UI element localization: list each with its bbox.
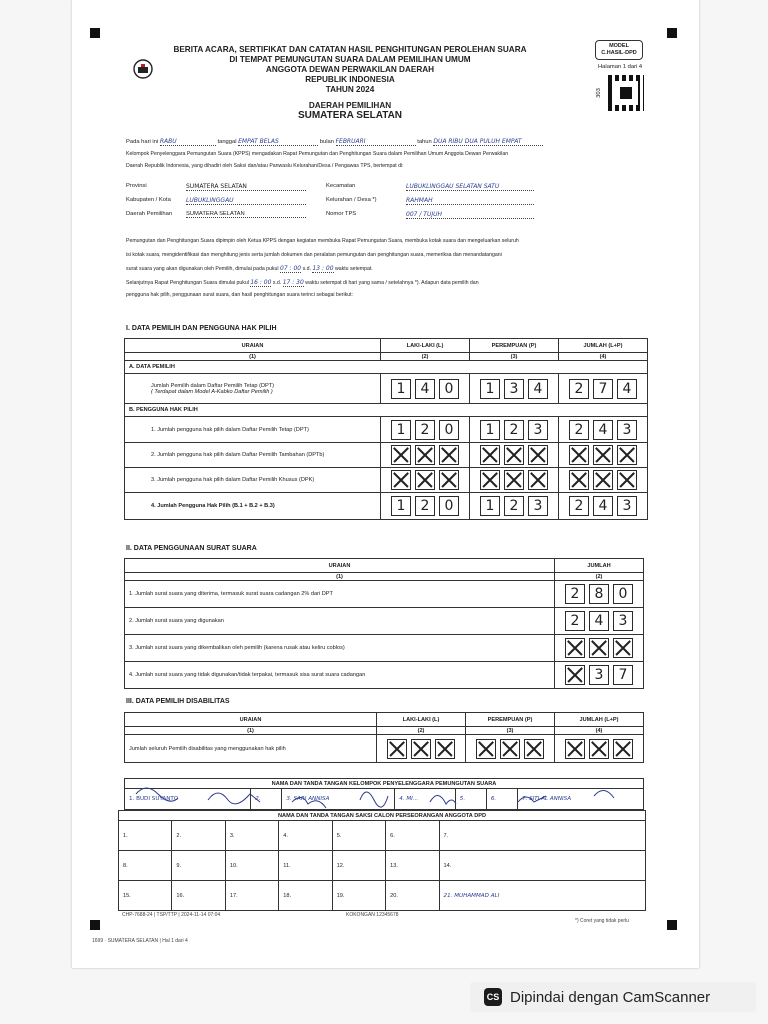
corner-mark [667, 920, 677, 930]
row-dpt: Jumlah Pemilih dalam Daftar Pemilih Tetap (DPT) ( Terdapat dalam Model A-Kabko Daftar Pemilih ) [125, 374, 381, 404]
section-1-table: URAIAN LAKI-LAKI (L) PEREMPUAN (P) JUMLAH (L+P) (1) (2) (3) (4) A. DATA PEMILIH Jumlah Pemilih dalam Daftar Pemilih Tetap (DPT) ( Terdapat dalam Model A-Kabko Daftar Pemilih ) 1 4 0 1 3 4 2 7 4 B. PENGGUNA HAK PILIH 1. Jumlah pengguna hak pilih dalam Daftar Pemilih Tetap (DPT) 1 2 0 1 2 3 2 4 3 2. Jumlah pengguna hak pilih dalam Daftar Pemilih Tambahan (DPTb) 3. Jumlah pengguna hak pilih dalam Daftar Pemilih Khusus (DPK) 4. Jumlah Pengguna Hak Pilih (B.1 + B.2 + B.3) 1 2 0 1 2 3 2 4 3 [124, 338, 648, 520]
footer-mid-code: KOKONGAN 12345678 [346, 912, 399, 918]
col-laki: LAKI-LAKI (L) [381, 339, 470, 353]
kecamatan-value: LUBUKLINGGAU SELATAN SATU [406, 183, 534, 191]
footer-left-code: CHP-7688-24 | TSP/TTP | 2024-11-14 07:04 [122, 912, 221, 918]
camscanner-logo-icon: CS [484, 988, 502, 1006]
row-ss-4: 4. Jumlah surat suara yang tidak digunakan/tidak terpakai, termasuk sisa surat suara cadangan [125, 662, 555, 689]
intro-date-line: Pada hari ini RABU tanggal EMPAT BELAS bulan FEBRUARI tahun DUA RIBU DUA PULUH EMPAT [126, 138, 543, 146]
qr-code-icon [608, 75, 644, 111]
kpps-signature-table: NAMA DAN TANDA TANGAN KELOMPOK PENYELENGGARA PEMUNGUTAN SUARA 1. BUDI SUYANTO 2. 3. SARI ANNISA 4. MI... 5. 6. 7. SITI AL ANNISA [124, 778, 644, 810]
col-perempuan: PEREMPUAN (P) [470, 339, 559, 353]
section-3-title: III. DATA PEMILIH DISABILITAS [126, 698, 230, 705]
document-title: BERITA ACARA, SERTIFIKAT DAN CATATAN HASIL PENGHITUNGAN PEROLEHAN SUARA DI TEMPAT PEMUNGUTAN SUARA DALAM PEMILIHAN UMUM ANGGOTA DEWAN PERWAKILAN DAERAH REPUBLIK INDONESIA TAHUN 2024 DAERAH PEMILIHAN SUMATERA SELATAN [173, 45, 527, 121]
intro-line-2: Kelompok Penyelenggara Pemungutan Suara (KPPS) mengadakan Rapat Pemungutan dan Penghitungan Suara dalam Pemilihan Umum Anggota Dewan Perwakilan [126, 151, 509, 157]
row-b1: 1. Jumlah pengguna hak pilih dalam Daftar Pemilih Tetap (DPT) [125, 417, 381, 443]
col-jumlah: JUMLAH (L+P) [559, 339, 648, 353]
row-ss-2: 2. Jumlah surat suara yang digunakan [125, 608, 555, 635]
row-b4: 4. Jumlah Pengguna Hak Pilih (B.1 + B.2 + B.3) [125, 493, 381, 520]
kecamatan-label: Kecamatan [326, 183, 356, 189]
kelurahan-value: RAHMAH [406, 197, 534, 205]
section-3-table: URAIAN LAKI-LAKI (L) PEREMPUAN (P) JUMLAH (L+P) (1) (2) (3) (4) Jumlah seluruh Pemilih disabilitas yang menggunakan hak pilih [124, 712, 644, 763]
paragraph-line-4: Selanjutnya Rapat Penghitungan Suara dimulai pukul 16 : 00 s.d. 17 : 30 waktu setempat di hari yang sama / setelahnya *). Adapun data pemilih dan [126, 279, 479, 286]
footer-bottom: 1699 · SUMATERA SELATAN | Hal 1 dari 4 [92, 938, 188, 944]
row-ss-1: 1. Jumlah surat suara yang diterima, termasuk surat suara cadangan 2% dari DPT [125, 581, 555, 608]
col-uraian: URAIAN [125, 339, 381, 353]
paragraph-line-2: isi kotak suara, mengidentifikasi dan menghitung jenis serta jumlah dokumen dan peralatan pemungutan dan penghitungan suara, memeriksa dan menandatangani [126, 252, 502, 258]
camscanner-badge [470, 982, 756, 1012]
section-2-title: II. DATA PENGGUNAAN SURAT SUARA [126, 545, 257, 552]
model-code-box: MODEL C.HASIL-DPD [595, 40, 643, 60]
corner-mark [667, 28, 677, 38]
dpt-jumlah-digits: 2 7 4 [563, 379, 643, 399]
saksi-signature-table: NAMA DAN TANDA TANGAN SAKSI CALON PERSEORANGAN ANGGOTA DPD 1. 2. 3. 4. 5. 6. 7. 8. 9. 10. 11. 12. 13. 14. 15. 16. 17. 18. 19. 20. 21. MUHAMMAD ALI [118, 810, 646, 911]
tps-label: Nomor TPS [326, 211, 357, 217]
paragraph-line-5: pengguna hak pilih, penggunaan surat suara, dan hasil penghitungan suara terinci sebagai berikut: [126, 292, 353, 298]
dapil-label: Daerah Pemilihan [126, 211, 173, 217]
section-1-title: I. DATA PEMILIH DAN PENGGUNA HAK PILIH [126, 325, 277, 332]
paragraph-line-3: surat suara yang akan digunakan oleh Pemilih, dimulai pada pukul 07 : 00 s.d. 13 : 00 waktu setempat. [126, 265, 373, 272]
page-info: Halaman 1 dari 4 [598, 64, 643, 70]
corner-mark [90, 28, 100, 38]
kabupaten-value: LUBUKLINGGAU [186, 197, 306, 205]
provinsi-value: SUMATERA SELATAN [186, 183, 306, 191]
row-disabilitas: Jumlah seluruh Pemilih disabilitas yang menggunakan hak pilih [125, 735, 377, 763]
paragraph-line-1: Pemungutan dan Penghitungan Suara dipimpin oleh Ketua KPPS dengan kegiatan membuka Rapat Pemungutan Suara, membuka kotak suara dan mengeluarkan seluruh [126, 238, 519, 244]
row-ss-3: 3. Jumlah surat suara yang dikembalikan oleh pemilih (karena rusak atau keliru coblos) [125, 635, 555, 662]
section-2-table: URAIAN JUMLAH (1) (2) 1. Jumlah surat suara yang diterima, termasuk surat suara cadangan 2% dari DPT 2 8 0 2. Jumlah surat suara yang digunakan 2 4 3 3. Jumlah surat suara yang dikembalikan oleh pemilih (karena rusak atau keliru coblos) 4. Jumlah surat suara yang tidak digunakan/tidak terpakai, termasuk sisa surat suara cadangan 3 7 [124, 558, 644, 689]
side-code: 303 [595, 88, 602, 98]
row-b3: 3. Jumlah pengguna hak pilih dalam Daftar Pemilih Khusus (DPK) [125, 468, 381, 493]
dapil-value: SUMATERA SELATAN [186, 211, 306, 218]
row-b2: 2. Jumlah pengguna hak pilih dalam Daftar Pemilih Tambahan (DPTb) [125, 443, 381, 468]
provinsi-label: Provinsi [126, 183, 147, 189]
dpt-laki-digits: 1 4 0 [385, 379, 465, 399]
section-a-label: A. DATA PEMILIH [125, 361, 648, 374]
tps-value: 007 / TUJUH [406, 211, 534, 219]
signature-scribbles [124, 780, 644, 814]
footer-note: *) Coret yang tidak perlu [575, 918, 629, 924]
dpt-perempuan-digits: 1 3 4 [474, 379, 554, 399]
kelurahan-label: Kelurahan / Desa *) [326, 197, 377, 203]
kabupaten-label: Kabupaten / Kota [126, 197, 171, 203]
intro-line-3: Daerah Republik Indonesia, yang dihadiri oleh Saksi dan/atau Panwaslu Kelurahan/Desa / Pengawas TPS, bertempat di: [126, 163, 404, 169]
camscanner-text: Dipindai dengan CamScanner [510, 988, 711, 1006]
corner-mark [90, 920, 100, 930]
section-b-label: B. PENGGUNA HAK PILIH [125, 404, 648, 417]
